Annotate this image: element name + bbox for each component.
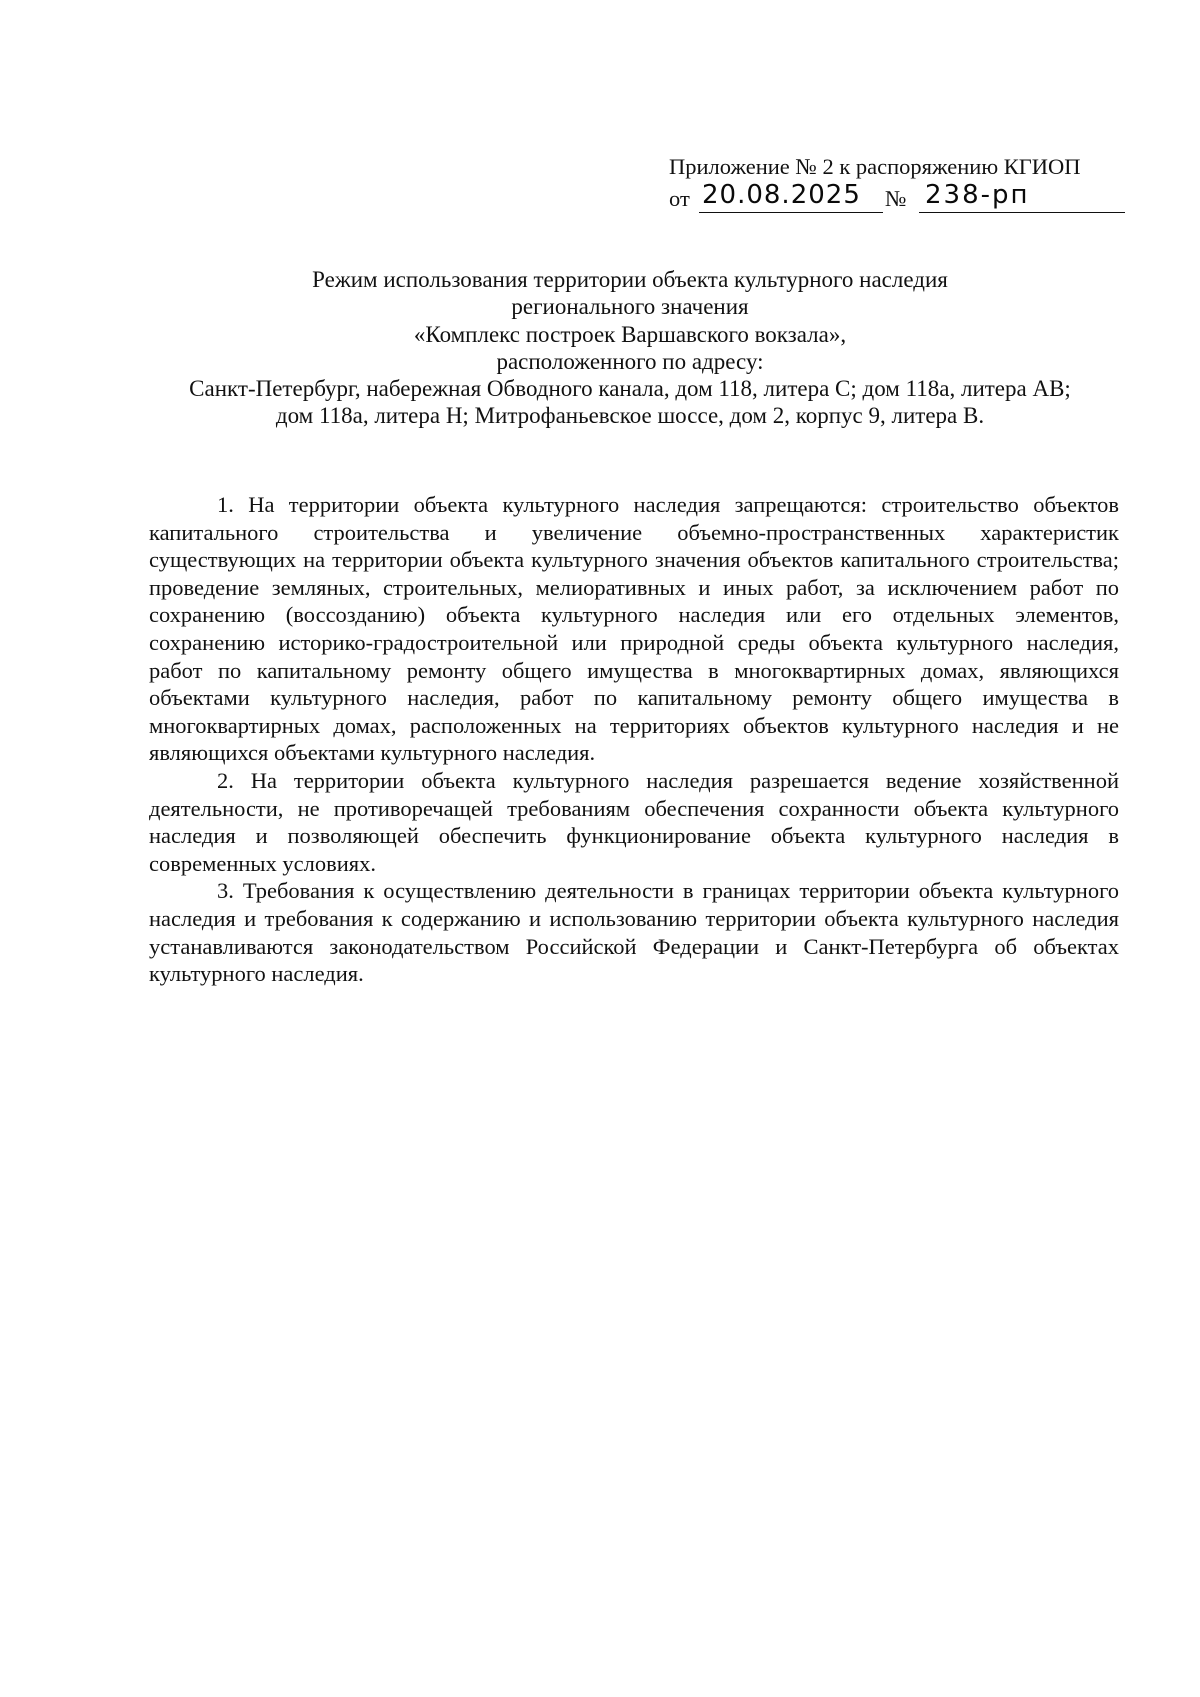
document-title <box>140 266 1120 430</box>
appendix-reference <box>669 152 1129 218</box>
paragraph-3: 3. Требования к осуществлению деятельности в границах территории объекта культурного наследия и требования к содержанию и использованию территории объекта культурного наследия устанавливаются законодательством Российской Федерации и Санкт-Петербурга об объектах культурного наследия. <box>149 878 1119 987</box>
handwritten-order-number: 238-рп <box>925 180 1030 210</box>
order-reference-line <box>669 182 1129 218</box>
paragraph-1: 1. На территории объекта культурного наследия запрещаются: строительство объектов капитального строительства и увеличение объемно-пространственных характеристик существующих на территории объекта культурного значения объектов капитального строительства; проведение земляных, строительных, мелиоративных и иных работ, за исключением работ по сохранению (воссозданию) объекта культурного наследия или его отдельных элементов, сохранению историко-градостроительной или природной среды объекта культурного наследия, работ по капитальному ремонту общего имущества в многоквартирных домах, являющихся объектами культурного наследия, работ по капитальному ремонту общего имущества в многоквартирных домах, расположенных на территориях объектов культурного наследия и не являющихся объектами культурного наследия. <box>149 492 1119 766</box>
number-label: № <box>885 186 907 211</box>
title-line-2: регионального значения <box>511 294 749 320</box>
paragraph-2: 2. На территории объекта культурного наследия разрешается ведение хозяйственной деятельности, не противоречащей требованиям обеспечения сохранности объекта культурного наследия и позволяющей обеспечить функционирование объекта культурного наследия в современных условиях. <box>149 767 1119 876</box>
title-line-6-address: дом 118а, литера Н; Митрофаньевское шоссе, дом 2, корпус 9, литера В. <box>275 403 985 429</box>
number-underline <box>919 212 1125 213</box>
title-line-5-address: Санкт-Петербург, набережная Обводного канала, дом 118, литера С; дом 118а, литера АВ; <box>189 376 1071 402</box>
handwritten-date: 20.08.2025 <box>702 180 861 210</box>
title-line-4: расположенного по адресу: <box>496 348 764 374</box>
appendix-header-line: Приложение № 2 к распоряжению КГИОП <box>669 154 1081 179</box>
date-underline <box>699 212 883 213</box>
from-label: от <box>669 186 690 211</box>
title-line-3: «Комплекс построек Варшавского вокзала», <box>413 321 847 347</box>
document-body <box>149 491 1119 988</box>
title-line-1: Режим использования территории объекта культурного наследия <box>312 267 948 292</box>
